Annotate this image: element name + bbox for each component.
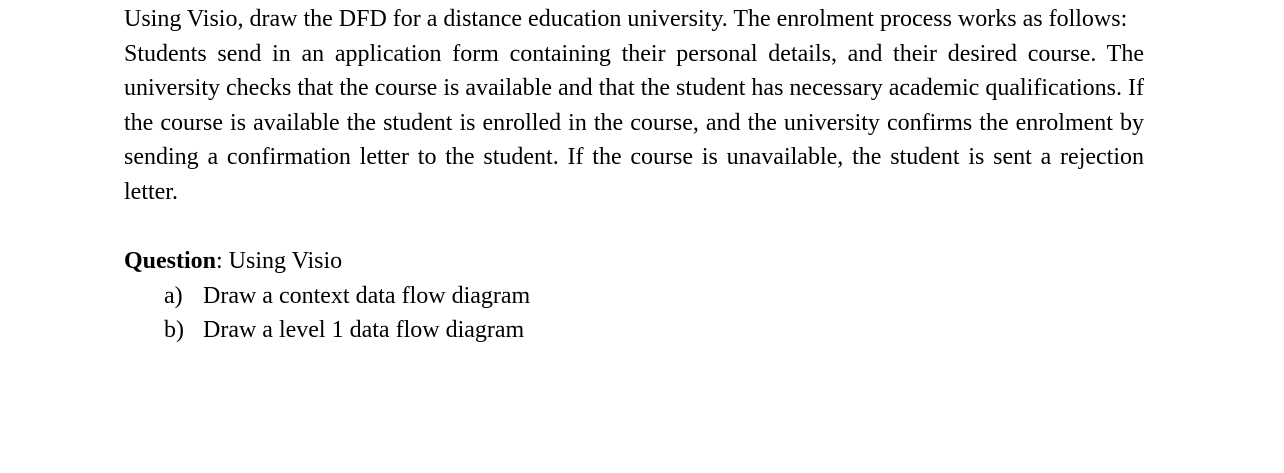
question-label: Question [124, 248, 217, 275]
list-item-text: Draw a level 1 data flow diagram [203, 317, 525, 344]
question-text: : Using Visio [216, 248, 343, 275]
list-item [164, 313, 1144, 348]
list-item-text: Draw a context data flow diagram [203, 282, 531, 309]
list-marker: a) [164, 282, 183, 309]
list-marker: b) [164, 317, 184, 344]
paragraph-spacer [124, 210, 1144, 245]
document-body [124, 2, 1144, 348]
process-paragraph: Students send in an application form containing their personal details, and their desired course. The university checks that the course is available and that the student has necessary academic qualifications. If the course is available the student is enrolled in the course, and the university confirms the enrolment by sending a confirmation letter to the student. If the course is unavailable, the student is sent a rejection letter. [124, 40, 1144, 205]
intro-paragraph: Using Visio, draw the DFD for a distance education university. The enrolment process works as follows: [124, 6, 1128, 32]
question-list [124, 279, 1144, 348]
question-line [124, 244, 1144, 279]
list-item [164, 279, 1144, 314]
